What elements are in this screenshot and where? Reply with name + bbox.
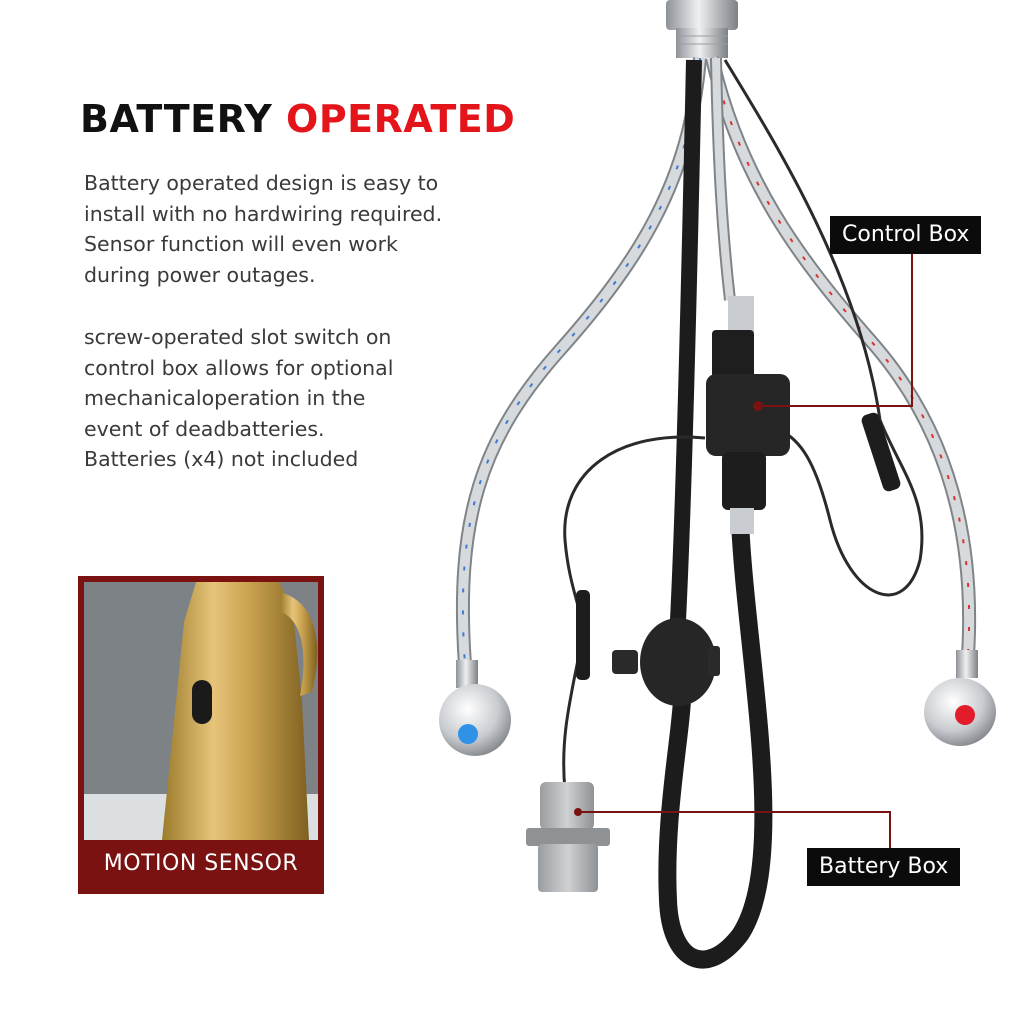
manual-override-description: screw-operated slot switch on control box allows for optional mechanicaloperation in the event of deadbatteries. Batteries (x4) not included [84,325,394,471]
motion-sensor-caption: MOTION SENSOR [103,851,299,876]
control-box-unit [706,296,790,534]
battery-box-leader [578,812,890,848]
page-headline [80,96,515,142]
control-box-label: Control Box [830,216,981,254]
hot-valve [924,650,996,746]
headline-battery: BATTERY [80,97,273,141]
headline-operated: OPERATED [286,97,516,141]
battery-box-label: Battery Box [807,848,960,886]
mounting-shank [666,0,738,58]
battery-description: Battery operated design is easy to install with no hardwiring required. Sensor function will even work during power outages. [84,171,443,287]
hose-weight [612,618,720,706]
cold-valve [439,660,511,756]
motion-sensor-photo [84,582,318,840]
motion-sensor-inset [78,576,324,894]
battery-box-unit [526,782,610,892]
